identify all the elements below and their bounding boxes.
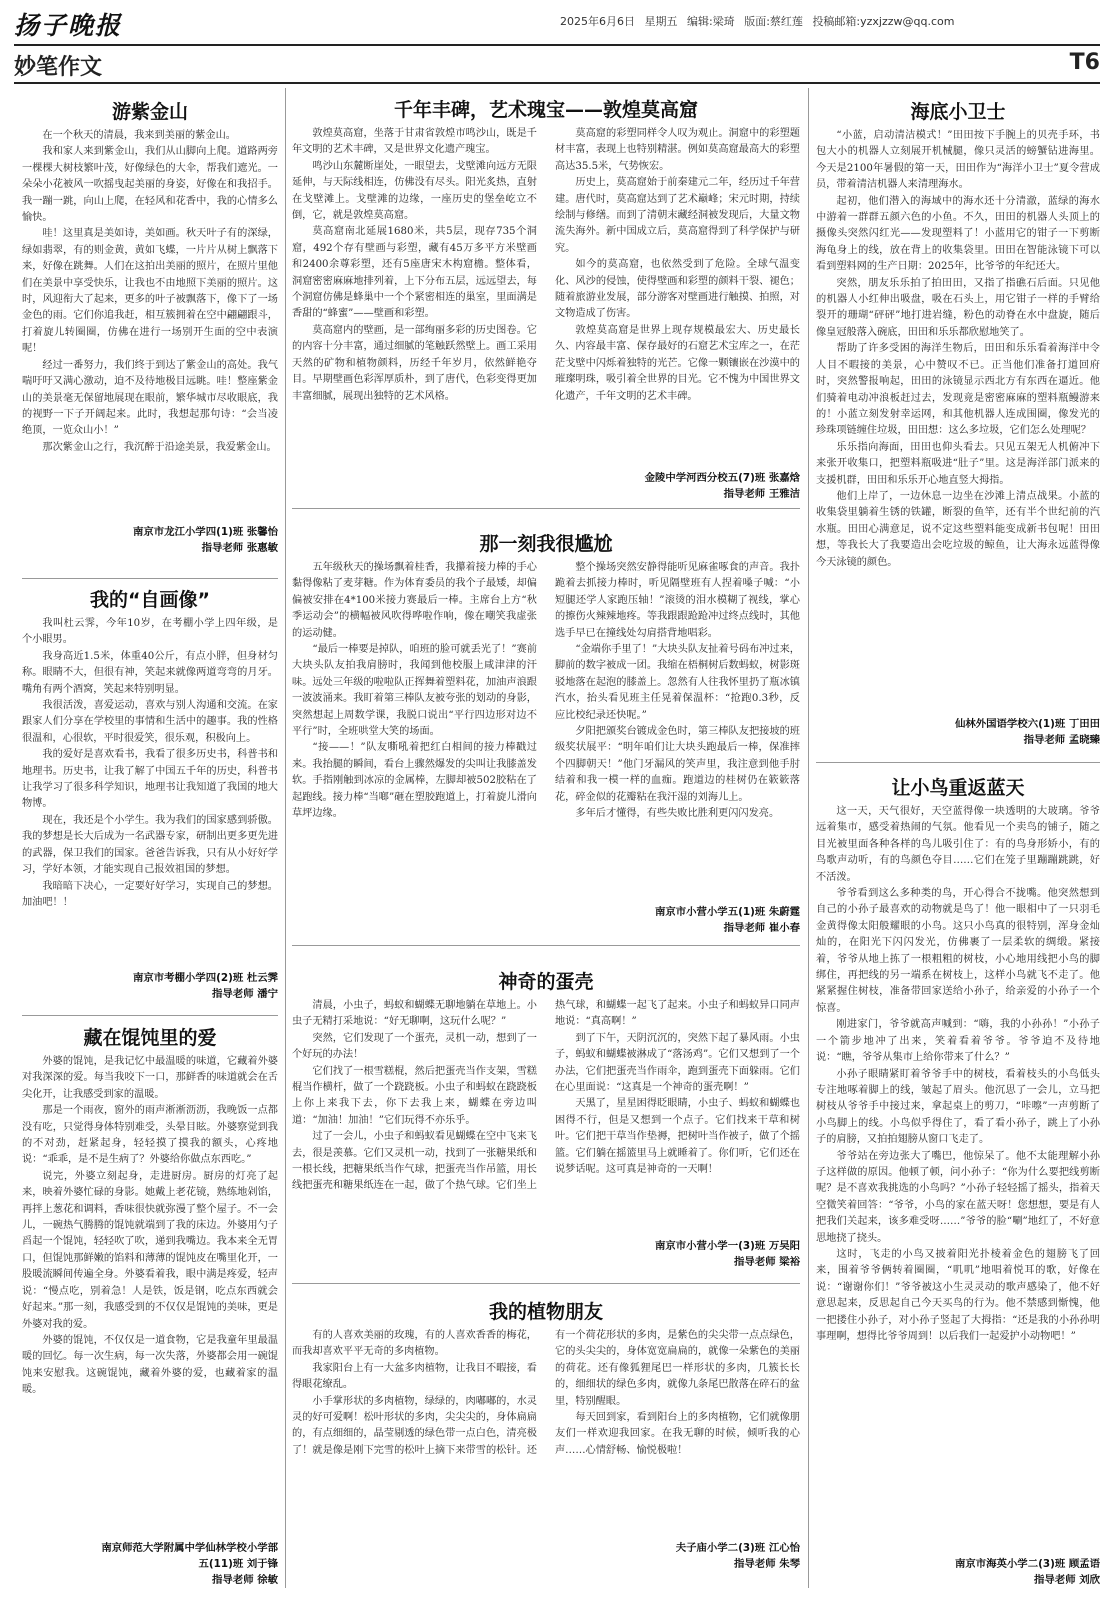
teacher-line: 指导老师 徐敏 — [212, 1574, 278, 1586]
paragraph: 小手掌形状的多肉植物，绿绿的，肉嘟嘟的，水灵灵的好可爱啊！松叶形状的多肉，尖尖尖的，身体扁扁的，有点细细的，晶莹剔透的绿色带一点白色，清亮极了！就是像是刚下完雪的松叶上摘下来带雪的松针。还有一个荷花形状的多肉，是紫色的尖尖带一点点绿色，它的头尖尖的，身体宽宽扁扁的，就像一朵紫色的美丽的荷花。还有像狐狸尾巴一样形状的多肉，几簇长长的，细细状的绿色多肉，就像九条尾巴散落在碎石的盆里，特别醒眼。 — [292, 1330, 800, 1456]
author-byline — [22, 524, 278, 556]
article-body — [292, 126, 800, 466]
article-title: 海底小卫士 — [910, 101, 1006, 123]
article-divider — [22, 578, 278, 579]
paragraph: 现在，我还是个小学生。我为我们的国家感到骄傲。我的梦想是长大后成为一名武器专家，研制出更多更先进的武器，保卫我们的国家。爸爸告诉我，只有从小好好学习，学好本领，才能实现自己报效祖国的梦想。 — [22, 814, 278, 876]
paragraph: 它们找了一根雪糕棍，然后把蛋壳当作支架，雪糕棍当作横杆，做了一个跷跷板。小虫子和蚂蚁在跷跷板上你上来我下去，你下去我上来，蝴蝶在旁边叫道：“加油！加油！”它们玩得不亦乐乎。 — [292, 1065, 537, 1126]
author-byline — [292, 470, 800, 502]
author-byline — [292, 1540, 800, 1572]
paragraph: 突然，朋友乐乐拍了拍田田，又指了指礁石后面。只见他的机器人小红伸出吸盘，吸在石头上，用它钳子一样的手臂给裂开的珊瑚“砰砰”地打进岩缝，粉色的动脊在水中盘旋，随后像皇冠般落入碗底，田田和乐乐都欣慰地笑了。 — [816, 277, 1100, 338]
paragraph: 多年后才懂得，有些失败比胜利更闪闪发亮。 — [575, 808, 780, 820]
author-byline — [816, 1556, 1100, 1588]
editor-credit: 编辑:梁琦 — [687, 15, 735, 28]
paragraph: 如今的莫高窟，也依然受到了危险。全球气温变化、风沙的侵蚀，使得壁画和彩塑的颜料干裂、褪色；随着旅游业发展，部分游客对壁画进行触摸、拍照，对文物造成了伤害。 — [555, 259, 800, 320]
paragraph: 在一个秋天的清晨，我来到美丽的紫金山。 — [42, 130, 236, 141]
section-rule — [14, 82, 1100, 84]
author-line: 南京市小营小学一(3)班 万吴阳 — [654, 1240, 800, 1252]
paragraph: 我暗暗下决心，一定要好好学习，实现自己的梦想。加油吧！！ — [22, 880, 278, 908]
layout-credit: 版面:蔡红莲 — [744, 15, 803, 28]
header-rule — [14, 44, 1100, 46]
paragraph: 天黑了，星星困得眨眼睛，小虫子、蚂蚁和蝴蝶也困得不行，但是又想到一个点子。它们找来干草和树叶。它们把干草当作垫褥，把树叶当作被子，做了个摇篮。它们躺在摇篮里马上就睡着了。你们听，它们还在说梦话呢。这可真是神奇的一天啊！ — [555, 1098, 800, 1176]
column-divider — [808, 88, 809, 1588]
paragraph: 历史上，莫高窟始于前秦建元二年，经历过千年营建。唐代时，莫高窟达到了艺术巅峰；宋元时期，持续绘制与修缮。而到了清朝末藏经洞被发现后，大量文物流失海外。新中国成立后，莫高窟得到了科学保护与研究。 — [555, 177, 800, 254]
article-title: 神奇的蛋壳 — [498, 971, 594, 993]
paragraph: 莫高窟南北延展1680米，共5层，现存735个洞窟，492个存有壁画与彩塑，藏有45万多平方米壁画和2400余尊彩塑，还有5座唐宋木构窟檐。整体看，洞窟密密麻麻地排列着，上下分布五层，远远望去，每个洞窟仿佛是蜂巢中一个个紧密相连的巢室，里面满是香甜的“蜂蜜”——壁画和彩塑。 — [292, 226, 537, 320]
teacher-line: 指导老师 刘欣 — [1034, 1574, 1100, 1586]
paragraph: 外婆的馄饨，不仅仅是一道食物，它是我童年里最温暖的回忆。每一次生病，每一次失落，外婆都会用一碗馄饨来安慰我。这碗馄饨，藏着外婆的爱，也藏着家的温暖。 — [22, 1334, 278, 1396]
paragraph: 我和家人来到紫金山，我们从山脚向上爬。道路两旁一棵棵大树枝繁叶茂，好像绿色的大伞，帮我们遮光。一朵朵小花被风一吹摇曳起美丽的身姿，好像在和我招手。我一蹦一跳，向山上爬，在轻风和花香中，我的心情多么愉快。 — [22, 146, 278, 224]
article-title: 藏在馄饨里的爱 — [83, 1027, 217, 1049]
submission-email: 投稿邮箱:yzxjzzw@qq.com — [812, 15, 955, 28]
paragraph: “金端你手里了！”大块头队友扯着号码布冲过来，脚前的数字被成一团。我缩在梧桐树后数蚂蚁，树影斑驳地落在起泡的膝盖上。忽然有人往我怀里扔了瓶冰镇汽水，抬头看见班主任晃着保温杯：“抢跑0.3秒，反应比校纪录还快呢。” — [555, 644, 800, 721]
paragraph: 我的爱好是喜欢看书，我看了很多历史书，科普书和地理书。历史书，让我了解了中国五千年的历史，科普书让我学习了很多科学知识，地理书让我知道了我国的地大物博。 — [22, 749, 278, 810]
article-divider — [292, 945, 800, 946]
paragraph: 起初，他们潜入的海域中的海水还十分清澈，蓝绿的海水中游着一群群五颜六色的小鱼。不久，田田的机器人头顶上的摄像头突然闪红光——发现塑料了！小蓝用它的钳子一下剪断海龟身上的线，放在背上的收集袋里。田田在智能泳镜下可以看到塑料网的生产日期：2025年，比爷爷的年纪还大。 — [816, 195, 1100, 273]
author-byline — [22, 970, 278, 1002]
article-body — [292, 998, 800, 1234]
paragraph: 我身高近1.5米，体重40公斤，有点小胖，但身材匀称。眼睛不大，但很有神，笑起来就像两道弯弯的月牙。嘴角有两个酒窝，笑起来特别明显。 — [22, 650, 278, 695]
paragraph: 爷爷站在旁边张大了嘴巴，他惊呆了。他不太能理解小孙子这样做的原因。他顿了顿，问小孙子：“你为什么要把线剪断呢？是不喜欢我挑选的小鸟吗？”小孙子轻轻摇了摇头，指着天空微笑着回答：“爷爷，小鸟的家在蓝天呀！您想想，要是有人把我们关起来，该多难受呀……”爷爷的脸“唰”地红了，不好意思地挠了挠头。 — [816, 1150, 1100, 1244]
paragraph: 莫高窟的彩塑同样令人叹为观止。洞窟中的彩塑题材丰富，表现上也特别精湛。例如莫高窟最高大的彩塑高达35.5米，气势恢宏。 — [555, 128, 800, 172]
paragraph: 那是一个雨夜，窗外的雨声淅淅沥沥，我晚饭一点都没有吃，只觉得身体特别难受，头晕目眩。外婆察觉到我的不对劲，赶紧起身，轻轻摸了摸我的额头，心疼地说：“乖乖，是不是生病了？外婆给你做点东西吃。” — [22, 1105, 278, 1166]
article-title: 我的“自画像” — [90, 589, 210, 611]
article-title: 我的植物朋友 — [488, 1301, 603, 1323]
page-number: T6 — [1069, 50, 1100, 75]
paragraph: “接——！”队友嘶吼着把红白相间的接力棒戳过来。我抬腿的瞬间，看台上骤然爆发的尖叫让我膝盖发软。手指刚触到冰凉的金属棒，左脚却被502胶粘在了起跑线。接力棒“当啷”砸在塑胶跑道上，打着旋儿滑向草坪边缘。 — [292, 742, 537, 820]
teacher-line: 指导老师 张惠敏 — [201, 542, 278, 554]
teacher-line: 指导老师 潘宁 — [212, 988, 278, 1000]
paragraph: 我叫杜云霁，今年10岁，在考棚小学上四年级，是个小眼男。 — [22, 618, 278, 646]
masthead-logo: 扬子晚报 — [14, 11, 123, 40]
paragraph: 说完，外婆立刻起身，走进厨房。厨房的灯亮了起来，映着外婆忙碌的身影。她戴上老花镜，熟练地剁馅，再拌上葱花和调料，香味很快就弥漫了整个屋子。不一会儿，一碗热气腾腾的馄饨就端到了我的床边。外婆用勺子舀起一个馄饨，轻轻吹了吹，递到我嘴边。我本来全无胃口，但馄饨那鲜嫩的馅料和薄薄的馄饨皮在嘴里化开，一股暖流瞬间传遍全身。外婆看着我，眼中满是疼爱，轻声说：“慢点吃，别着急！人是铁，饭是钢，吃点东西就会好起来。”那一刻，我感受到的不仅仅是馄饨的美味，更是外婆对我的爱。 — [22, 1170, 278, 1330]
teacher-line: 指导老师 孟晓臻 — [1023, 734, 1100, 746]
paragraph: 外婆的馄饨，是我记忆中最温暖的味道，它藏着外婆对我深深的爱。每当我咬下一口，那鲜香的味道就会在舌尖化开，让我感受到家的温暖。 — [22, 1056, 278, 1100]
paragraph: 刚进家门，爷爷就高声喊到：“嗨，我的小孙孙！”小孙子一个箭步地冲了出来，笑着看着爷爷。爷爷迫不及待地说：“瞧，爷爷从集市上给你带来了什么？” — [816, 1019, 1100, 1064]
article-body — [292, 560, 800, 896]
paragraph: 五年级秋天的操场飘着桂香，我攥着接力棒的手心黏得像粘了麦芽糖。作为体育委员的我个子最矮，却偏偏被安排在4*100米接力赛最后一棒。主席台上方“秋季运动会”的横幅被风吹得哗啦作响，像在嘲笑我虚张的运动健。 — [292, 562, 537, 639]
paragraph: 过了一会儿，小虫子和蚂蚁看见蝴蝶在空中飞来飞去，很是羡慕。它们又灵机一动，找到了一张糖果纸和一根长线，把糖果纸当作气球，把蛋壳当作吊篮，用长线把蛋壳和糖果纸连在一起，做了个热气球。它们坐上热气球，和蝴蝶一起飞了起来。小虫子和蚂蚁异口同声地说：“真高啊！” — [292, 1000, 800, 1192]
paragraph: 经过一番努力，我们终于到达了紫金山的高处。我气喘吁吁又满心激动，迫不及待地极目远眺。哇！整座紫金山的美景毫无保留地展现在眼前，繁华城市尽收眼底，我的视野一下子开阔起来。此时，我想起那句诗：“会当凌绝顶，一览众山小！” — [22, 359, 278, 437]
author-line: 仙林外国语学校六(1)班 丁田田 — [954, 718, 1100, 730]
paragraph: 小孙子眼睛紧盯着爷爷手中的树枝，看着枝头的小鸟低头专注地啄着脚上的线，皱起了眉头。他沉思了一会儿，立马把树枝从爷爷手中接过来，拿起桌上的剪刀，“咔嚓”一声剪断了小鸟脚上的线。小鸟似乎得住了，看了看小孙子，跳上了小孙子的肩膀，又拍拍翅膀从窗口飞走了。 — [816, 1068, 1100, 1146]
article-divider — [816, 762, 1100, 763]
paragraph: 爷爷看到这么多种类的鸟，开心得合不拢嘴。他突然想到自己的小孙子最喜欢的动物就是鸟了！他一眼相中了一只羽毛金黄得像太阳般耀眼的小鸟。这只小鸟真的很特别，浑身金灿灿的，在阳光下闪闪发光，仿佛裹了一层柔软的绸缎。紧接着，爷爷从地上拣了一根粗粗的树枝，小心地用线把小鸟的脚绑住，再把线的另一端系在树枝上，这样小鸟就飞不走了。他紧紧握住树枝，准备带回家送给小孙子，给亲爱的小孙子一个惊喜。 — [816, 888, 1100, 1014]
teacher-line: 指导老师 朱琴 — [734, 1558, 800, 1570]
author-byline — [292, 904, 800, 936]
author-line: 南京市海英小学二(3)班 顾孟语 — [954, 1558, 1100, 1570]
paragraph: 整个操场突然安静得能听见麻雀啄食的声音。我扑跪着去抓接力棒时，听见隔壁班有人捏着嗓子喊：“小短腿还学人家跑压轴！”滚烫的泪水模糊了视线，掌心的擦伤火辣辣地疼。等我跟跟跄跄冲过终点线时，其他选手早已在撞线处勾肩搭背地唱彩。 — [555, 562, 800, 639]
author-line: 南京市小营小学五(1)班 朱蔚霆 — [654, 906, 800, 918]
school-line: 南京师范大学附属中学仙林学校小学部 — [101, 1542, 278, 1554]
article-title: 千年丰碑，艺术瑰宝——敦煌莫高窟 — [393, 99, 698, 121]
issue-weekday: 星期五 — [644, 15, 678, 28]
article-body — [816, 128, 1100, 712]
paragraph: 我很活泼，喜爱运动，喜欢与别人沟通和交流。在家跟家人们分享在学校里的事情和生活中的趣事。我的性格很温和，心很软，平时很爱笑，很乐观，积极向上。 — [22, 700, 278, 744]
paragraph: 那次紫金山之行，我沉醉于沿途美景，我爱紫金山。 — [42, 441, 277, 453]
article-divider — [292, 1283, 800, 1284]
article-title: 那一刻我很尴尬 — [479, 533, 613, 555]
article-divider — [22, 1015, 278, 1016]
issue-meta — [560, 13, 1100, 31]
section-title: 妙笔作文 — [14, 54, 103, 80]
article-divider — [292, 508, 800, 509]
article-body — [292, 1328, 800, 1528]
author-line: 南京市龙江小学四(1)班 张馨怡 — [132, 526, 278, 538]
paragraph: 帮助了许多受困的海洋生物后，田田和乐乐看着海洋中令人目不暇接的美景，心中赞叹不已。正当他们准备打道回府时，突然警报响起，田田的泳镜显示西北方有东西在逼近。他们骑着电动冲浪板赶过去，发现竟是密密麻麻的塑料瓶鳗游来的！小蓝立刻发射幸运网，和其他机器人连成围圈，像发光的珍珠项链缠住垃圾，田田想：这么多垃圾，它们怎么处理呢？ — [816, 343, 1100, 437]
paragraph: 突然，它们发现了一个蛋壳，灵机一动，想到了一个好玩的办法！ — [292, 1032, 537, 1061]
paragraph: 有的人喜欢美丽的玫瑰，有的人喜欢香香的梅花，而我却喜欢平平无奇的多肉植物。 — [292, 1330, 537, 1358]
author-byline — [816, 716, 1100, 748]
author-line: 南京市考棚小学四(2)班 杜云霁 — [132, 972, 278, 984]
author-byline — [22, 1540, 278, 1588]
column-divider — [285, 88, 286, 1588]
paragraph: 每天回到家，看到阳台上的多肉植物，它们就像朋友们一样欢迎我回家。在我无聊的时候，倾听我的心声……心情舒畅、愉悦极啦！ — [555, 1412, 800, 1456]
paragraph: 鸣沙山东麓断崖处，一眼望去，戈壁滩向远方无限延伸，与天际线相连，仿佛没有尽头。阳光炙热，直射在戈壁滩上。戈壁滩的边缘，一座历史的堡垒屹立不倒，它，就是敦煌莫高窟。 — [292, 160, 537, 222]
paragraph: 到了下午，天阴沉沉的，突然下起了暴风雨。小虫子，蚂蚁和蝴蝶被淋成了“落汤鸡”。它们又想到了一个办法，它们把蛋壳当作雨伞，跑到蛋壳下面躲雨。它们在心里面说：“这真是一个神奇的蛋壳啊！” — [555, 1032, 800, 1094]
paragraph: 敦煌莫高窟，坐落于甘肃省敦煌市鸣沙山，既是千年文明的艺术丰碑，又是世界文化遗产瑰宝。 — [292, 128, 537, 156]
paragraph: 清晨，小虫子，蚂蚁和蝴蝶无聊地躺在草地上。小虫子无精打采地说：“好无聊啊，这玩什么呢？” — [292, 1000, 537, 1028]
author-byline — [292, 1238, 800, 1270]
author-line: 夫子庙小学二(3)班 江心怡 — [675, 1542, 800, 1554]
paragraph: 这时，飞走的小鸟又披着阳光扑棱着金色的翅膀飞了回来，围着爷爷俩转着圈圈，“叽叽”地唱着悦耳的歌，好像在说：“谢谢你们！”爷爷被这小生灵灵动的歌声感染了，他不好意思起来，反思起自己今天买鸟的行为。他不禁感到惭愧，他一把搂住小孙子，对小孙子竖起了大拇指：“还是我的小孙孙明事理啊，想得比爷爷周到！以后我们一起爱护小动物吧！” — [816, 1248, 1100, 1342]
issue-date: 2025年6月6日 — [560, 15, 635, 28]
teacher-line: 指导老师 崔小春 — [723, 922, 800, 934]
article-title: 游紫金山 — [111, 101, 188, 123]
paragraph: 敦煌莫高窟是世界上现存规模最宏大、历史最长久、内容最丰富、保存最好的石窟艺术宝库之一，在茫茫戈壁中闪烁着独特的光芒。它像一颗镶嵌在沙漠中的璀璨明珠，吸引着全世界的目光。它不愧为中国世界文化遗产，千年文明的艺术丰碑。 — [555, 324, 800, 402]
author-line: 五(11)班 刘于锋 — [198, 1558, 278, 1570]
paragraph: 他们上岸了，一边休息一边坐在沙滩上清点战果。小蓝的收集袋里躺着生锈的铁罐，断裂的鱼竿，还有半个世纪前的汽水瓶。田田心满意足，说不定这些塑料能变成新书包呢！田田想，等我长大了我要造出会吃垃圾的鲸鱼，让大海永远蓝得像今天泳镜的颜色。 — [816, 490, 1100, 568]
paragraph: “小蓝，启动清洁模式！”田田按下手腕上的贝壳手环，书包大小的机器人立刻展开机械腿，像只灵活的螃蟹钻进海里。今天是2100年暑假的第一天，田田作为“海洋小卫士”夏令营成员，带着清洁机器人来清理海水。 — [816, 130, 1100, 191]
article-body — [22, 1054, 278, 1536]
teacher-line: 指导老师 王雅洁 — [723, 488, 800, 500]
article-body — [816, 804, 1100, 1550]
paragraph: 哇！这里真是美如诗，美如画。秋天叶子有的深绿，绿如翡翠，有的则金黄，黄如飞蝶，一片片从树上飘落下来，好像在跳舞。人们在这拍出美丽的照片，在照片里他们在美景中享受快乐，让我也不由地照下美丽的照片。这时，风迎衔大了起来，更多的叶子被飘落下，像下了一场金色的雨。它们你追我赶，相互簇拥着在空中翩翩跟斗，打着旋儿转圈圈，仿佛在进行一场别开生面的空中表演呢！ — [22, 228, 278, 355]
paragraph: 这一天，天气很好，天空蓝得像一块透明的大玻璃。爷爷远着集市，感受着热闹的气氛。他看见一个卖鸟的铺子，随之目光被里面各种各样的鸟儿吸引住了：有的鸟身形娇小，有的鸟歌声动听，有的鸟颜色夺目……它们在笼子里蹦蹦跳跳，好不活泼。 — [816, 806, 1100, 883]
author-line: 金陵中学河西分校五(7)班 张嘉焓 — [644, 472, 800, 484]
paragraph: 莫高窟内的壁画，是一部绚丽多彩的历史图卷。它的内容十分丰富，通过细腻的笔触跃然壁上。画工采用天然的矿物和植物颜料，历经千年岁月，依然鲜艳夺目。早期壁画色彩浑厚质朴，到了唐代，色彩变得更加丰富细腻，展现出独特的艺术风格。 — [292, 324, 537, 402]
article-title: 让小鸟重返蓝天 — [891, 777, 1025, 799]
teacher-line: 指导老师 梁裕 — [734, 1256, 800, 1268]
paragraph: “最后一棒要是掉队，咱班的脸可就丢光了！”赛前大块头队友拍我肩膀时，我闻到他校服上咸津津的汗味。远处三年级的啦啦队正挥舞着塑料花，加油声浪跟一波波涌来。我盯着第三棒队友被夸张的划动的身影，突然想起上周数学课，我脱口说出“平行四边形对边不平行”时，全班哄堂大笑的场面。 — [292, 644, 537, 738]
article-body — [22, 128, 278, 516]
paragraph: 我家阳台上有一大盆多肉植物，让我目不暇接，看得眼花缭乱。 — [292, 1362, 537, 1391]
paragraph: 乐乐指向海面，田田也仰头看去。只见五架无人机俯冲下来张开收集口，把塑料瓶吸进“肚子”里。这是海洋部门派来的支援机群，田田和乐乐开心地直竖大拇指。 — [816, 441, 1100, 486]
article-body — [22, 616, 278, 964]
paragraph: 夕阳把颁奖台镀成金色时，第三棒队友把接坡的班级奖状展平：“明年咱们让大块头跑最后一棒，保准摔个四脚朝天！”他门牙漏风的笑声里，我注意到他手肘结着和我一模一样的血痂。跑道边的桂树仍在簌簌落花，碎金似的花瓣粘在我汗湿的刘海儿上。 — [555, 726, 800, 803]
